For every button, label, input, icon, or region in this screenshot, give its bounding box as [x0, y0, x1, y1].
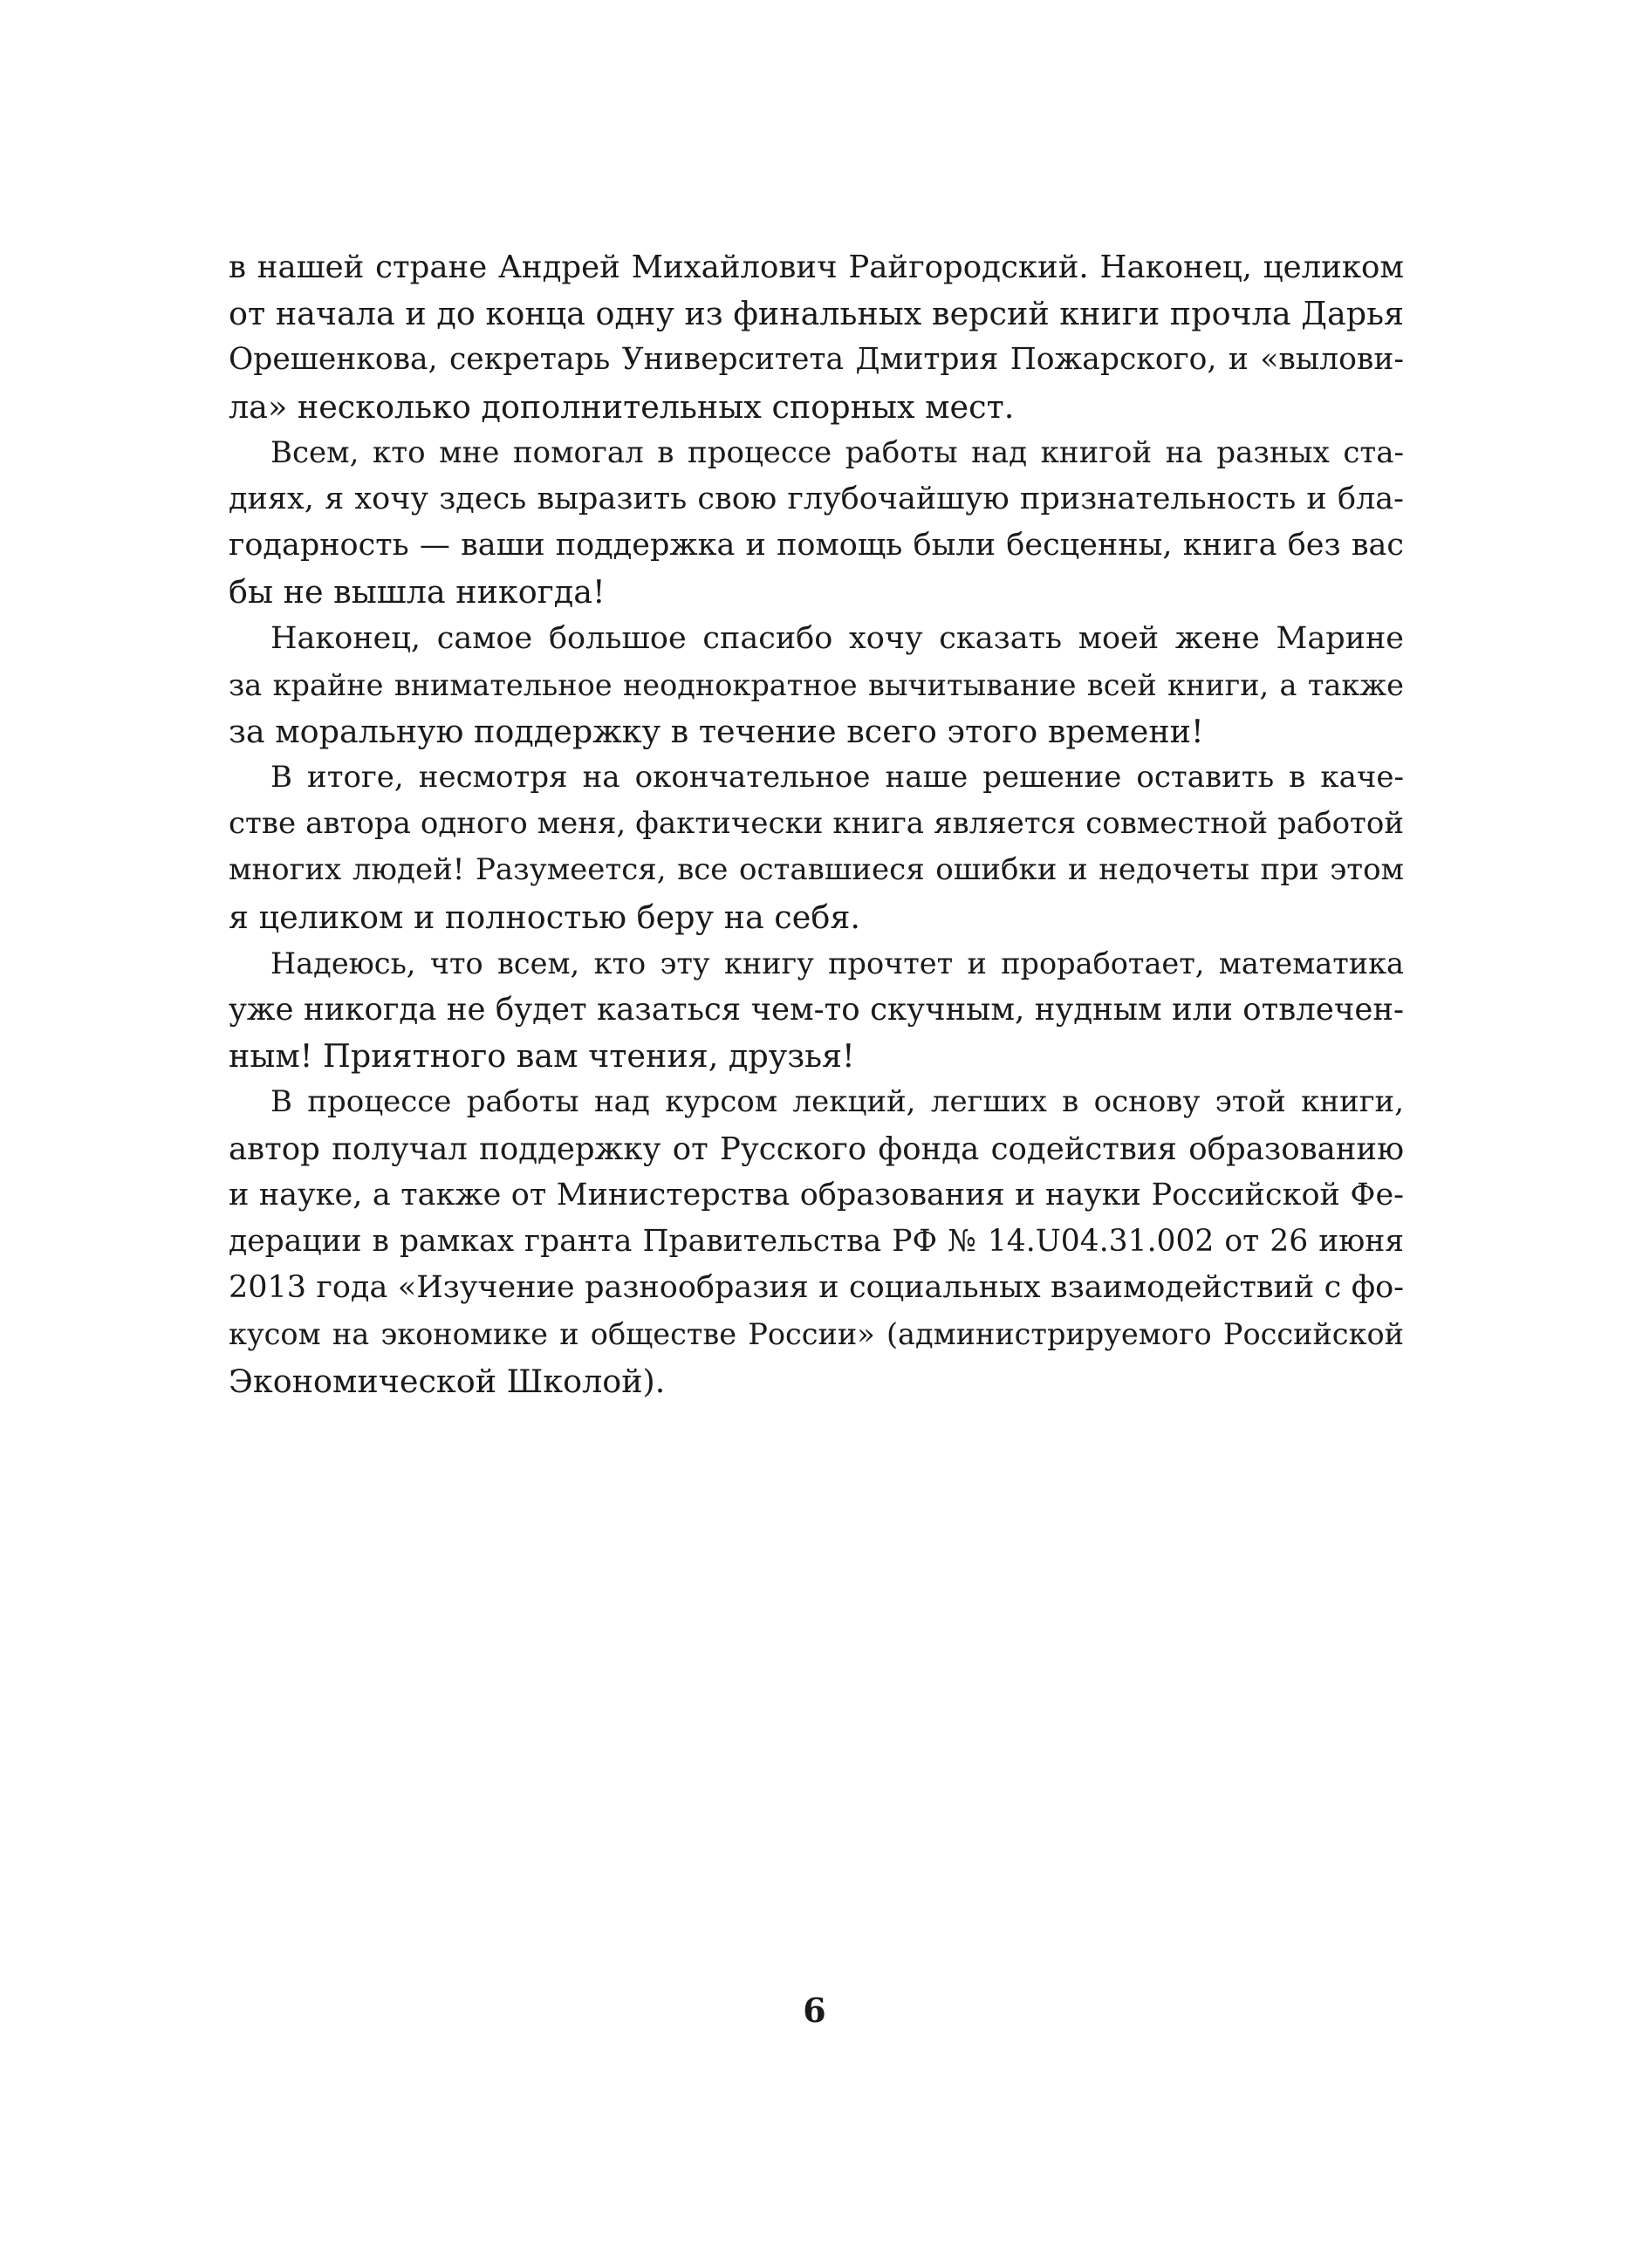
text-line: бы не вышла никогда! [229, 573, 606, 611]
text-line: в нашей стране Андрей Михайлович Райгородский. Наконец, целиком [229, 249, 1404, 285]
text-line: В процессе работы над курсом лекций, легших в основу этой книги, [270, 1084, 1404, 1120]
text-line: за крайне внимательное неоднократное вычитывание всей книги, а также [229, 667, 1404, 702]
text-line: автор получал поддержку от Русского фонда содействия образованию [229, 1131, 1404, 1167]
text-line: 2013 года «Изучение разнообразия и социальных взаимодействий с фо- [229, 1270, 1404, 1306]
text-line: стве автора одного меня, фактически книга является совместной работой [229, 806, 1404, 842]
text-line: многих людей! Разумеется, все оставшиеся ошибки и недочеты при этом [229, 852, 1404, 888]
text-line: я целиком и полностью беру на себя. [229, 898, 860, 936]
text-line: ла» несколько дополнительных спорных мест. [229, 387, 1015, 426]
text-line: ным! Приятного вам чтения, друзья! [229, 1037, 855, 1076]
text-line: Экономической Школой). [229, 1362, 666, 1400]
text-line: Надеюсь, что всем, кто эту книгу прочтет и проработает, математика [270, 946, 1404, 980]
text-line: кусом на экономике и обществе России» (администрируемого Российской [229, 1317, 1404, 1352]
text-line: годарность — ваши поддержка и помощь были бесценны, книга без вас [229, 528, 1404, 564]
text-line: В итоге, несмотря на окончательное наше решение оставить в каче- [270, 760, 1404, 796]
text-line: Всем, кто мне помогал в процессе работы над книгой на разных ста- [270, 434, 1404, 470]
body-text [229, 244, 1404, 1404]
text-line: диях, я хочу здесь выразить свою глубочайшую признательность и бла- [229, 481, 1404, 516]
text-line: дерации в рамках гранта Правительства РФ № 14.U04.31.002 от 26 июня [229, 1223, 1404, 1259]
text-line: уже никогда не будет казаться чем-то скучным, нудным или отвлечен- [229, 992, 1404, 1028]
page-number: 6 [803, 1991, 826, 2030]
text-line: от начала и до конца одну из финальных версий книги прочла Дарья [229, 295, 1404, 333]
text-line: Орешенкова, секретарь Университета Дмитрия Пожарского, и «вылови- [229, 342, 1404, 378]
text-line: Наконец, самое большое спасибо хочу сказать моей жене Марине [270, 620, 1404, 656]
text-line: и науке, а также от Министерства образования и науки Российской Фе- [229, 1177, 1404, 1213]
text-line: за моральную поддержку в течение всего этого времени! [229, 712, 1204, 750]
